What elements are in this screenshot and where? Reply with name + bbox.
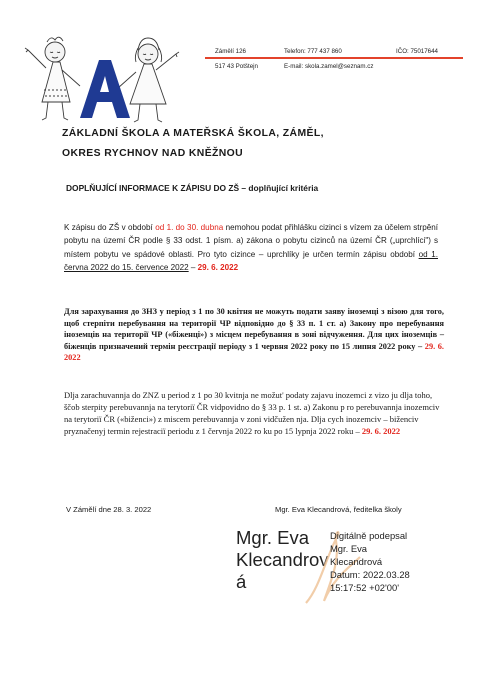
digital-signature-info: Digitálně podepsal Mgr. Eva Klecandrová Datum: 2022.03.28 15:17:52 +02'00' — [330, 530, 410, 593]
phone-number: Telefon: 777 437 860 — [284, 48, 342, 55]
address-city: 517 43 Potštejn — [215, 63, 259, 70]
school-name — [62, 124, 324, 164]
document-title — [66, 183, 318, 193]
transliteration-paragraph: Dlja zarachuvannja do ZNZ u period z 1 po 30 kvitnja ne možut' podaty zajavu inozemci z vizo ju dlja toho, ščob sterpity perebuvannja na terytoriï ČR vidpovidno do § 33 p. 1 st. a) Zakonu p ro perebuvannja inozemciv na terytoriï ČR («biženci») z miscem perebuvannja v zoni vidčužen nja. Dlja cych inozemciv – biženciv pryznačenyj termin rejestraciï periodu z 1 červnja 2022 ro ku po 15 lypnja 2022 roku – 29. 6. 2022 — [64, 390, 440, 436]
ukrainian-deadline: 29. 6. 2022 — [64, 341, 444, 363]
czech-paragraph: K zápisu do ZŠ v období od 1. do 30. dubna nemohou podat přihlášku cizinci s vízem za účelem strpění pobytu na území ČR podle § 33 odst. 1 písm. a) zákona o pobytu cizinců na území ČR („uprchlíci") s místem pobytu ve spádové oblasti. Pro tyto cizince – uprchlíky je určen termín zápisu období od 1. června 2022 do 15. července 2022 – 29. 6. 2022 — [64, 223, 439, 272]
title-sub: doplňující kritéria — [248, 183, 319, 193]
signatory: Mgr. Eva Klecandrová, ředitelka školy — [275, 505, 402, 514]
company-id: IČO: 75017644 — [396, 48, 438, 55]
transliteration-deadline: 29. 6. 2022 — [361, 425, 401, 436]
signature-name: Mgr. Eva Klecandrov á — [236, 527, 329, 592]
school-name-line2: OKRES RYCHNOV NAD KNĚŽNOU — [62, 148, 244, 159]
email-address: E-mail: skola.zamel@seznam.cz — [284, 63, 374, 70]
enrollment-period: od 1. června 2022 do 15. července 2022 — [64, 249, 438, 272]
address-street: Zámělí 126 — [215, 48, 246, 55]
april-dates: od 1. do 30. dubna — [155, 223, 224, 232]
czech-deadline: 29. 6. 2022 — [197, 262, 239, 272]
place-date: V Zámělí dne 28. 3. 2022 — [66, 505, 152, 514]
school-name-line1: ZÁKLADNÍ ŠKOLA A MATEŘSKÁ ŠKOLA, ZÁMĚL, — [62, 128, 324, 139]
header-divider — [205, 57, 463, 59]
ukrainian-paragraph: Для зарахування до ЗНЗ у період з 1 по 30 квітня не можуть подати заяву іноземці з візою для того, щоб стерпіти перебування на території ЧР відповідно до § 33 п. 1 ст. а) Закону про перебування іноземців на території ЧР («біженці») з місцем перебування в зоні відчуження. Для цих іноземців – біженців призначений термін реєстрації періоду з 1 червня 2022 року по 15 липня 2022 року – 29. 6. 2022 — [64, 307, 444, 363]
school-logo — [20, 30, 190, 130]
title-main: DOPLŇUJÍCÍ INFORMACE K ZÁPISU DO ZŠ – — [66, 183, 249, 193]
